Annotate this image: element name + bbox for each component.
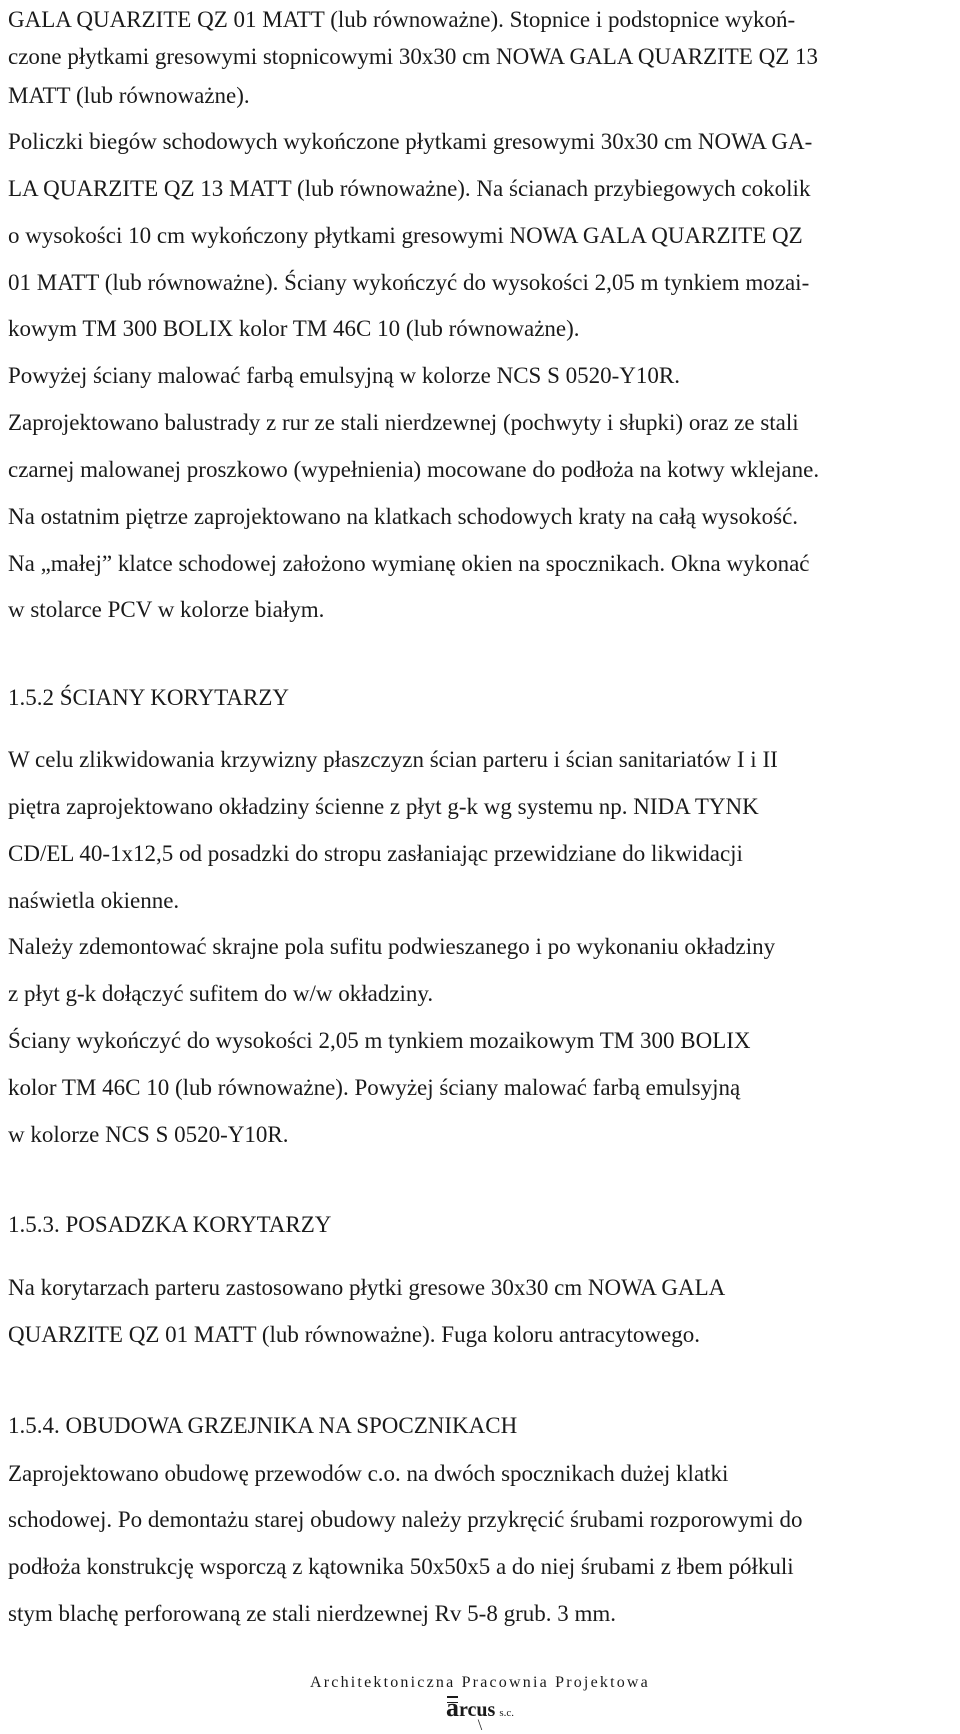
text-line: W celu zlikwidowania krzywizny płaszczyzn ścian parteru i ścian sanitariatów I i II bbox=[8, 747, 778, 772]
section-heading-1-5-3: 1.5.3. POSADZKA KORYTARZY bbox=[8, 1212, 332, 1237]
footer-mark: \ bbox=[477, 1717, 483, 1734]
text-line: o wysokości 10 cm wykończony płytkami gresowymi NOWA GALA QUARZITE QZ bbox=[8, 223, 803, 248]
text-line: czarnej malowanej proszkowo (wypełnienia) mocowane do podłoża na kotwy wklejane. bbox=[8, 457, 820, 482]
text-line: w kolorze NCS S 0520-Y10R. bbox=[8, 1122, 289, 1147]
text-line: GALA QUARZITE QZ 01 MATT (lub równoważne). Stopnice i podstopnice wykoń- bbox=[8, 7, 796, 32]
logo-suffix: s.c. bbox=[499, 1707, 514, 1719]
text-line: piętra zaprojektowano okładziny ścienne z płyt g-k wg systemu np. NIDA TYNK bbox=[8, 794, 759, 819]
text-line: LA QUARZITE QZ 13 MATT (lub równoważne). Na ścianach przybiegowych cokolik bbox=[8, 176, 811, 201]
text-line: 01 MATT (lub równoważne). Ściany wykończyć do wysokości 2,05 m tynkiem mozai- bbox=[8, 270, 810, 295]
text-line: Zaprojektowano obudowę przewodów c.o. na dwóch spocznikach dużej klatki bbox=[8, 1461, 729, 1486]
logo-wordmark: rcus bbox=[459, 1699, 496, 1721]
logo-letter-a: a bbox=[446, 1693, 459, 1722]
text-line: z płyt g-k dołączyć sufitem do w/w okładziny. bbox=[8, 981, 434, 1006]
text-line: naświetla okienne. bbox=[8, 888, 180, 913]
text-line: QUARZITE QZ 01 MATT (lub równoważne). Fuga koloru antracytowego. bbox=[8, 1322, 700, 1347]
text-line: Należy zdemontować skrajne pola sufitu podwieszanego i po wykonaniu okładziny bbox=[8, 934, 776, 959]
section-heading-1-5-4: 1.5.4. OBUDOWA GRZEJNIKA NA SPOCZNIKACH bbox=[8, 1413, 518, 1438]
footer-organization: Architektoniczna Pracownia Projektowa bbox=[310, 1674, 650, 1691]
text-line: Na ostatnim piętrze zaprojektowano na klatkach schodowych kraty na całą wysokość. bbox=[8, 504, 799, 529]
text-line: Policzki biegów schodowych wykończone płytkami gresowymi 30x30 cm NOWA GA- bbox=[8, 129, 813, 154]
text-line: kolor TM 46C 10 (lub równoważne). Powyżej ściany malować farbą emulsyjną bbox=[8, 1075, 741, 1100]
text-line: Powyżej ściany malować farbą emulsyjną w kolorze NCS S 0520-Y10R. bbox=[8, 363, 680, 388]
text-line: podłoża konstrukcję wsporczą z kątownika 50x50x5 a do niej śrubami z łbem półkuli bbox=[8, 1554, 794, 1579]
text-line: Na korytarzach parteru zastosowano płytki gresowe 30x30 cm NOWA GALA bbox=[8, 1275, 726, 1300]
text-line: w stolarce PCV w kolorze białym. bbox=[8, 597, 325, 622]
text-line: schodowej. Po demontażu starej obudowy należy przykręcić śrubami rozporowymi do bbox=[8, 1507, 803, 1532]
text-line: MATT (lub równoważne). bbox=[8, 83, 250, 108]
text-line: kowym TM 300 BOLIX kolor TM 46C 10 (lub równoważne). bbox=[8, 316, 580, 341]
text-line: czone płytkami gresowymi stopnicowymi 30x30 cm NOWA GALA QUARZITE QZ 13 bbox=[8, 44, 818, 69]
text-line: Ściany wykończyć do wysokości 2,05 m tynkiem mozaikowym TM 300 BOLIX bbox=[8, 1028, 751, 1053]
text-line: Zaprojektowano balustrady z rur ze stali nierdzewnej (pochwyty i słupki) oraz ze stali bbox=[8, 410, 799, 435]
text-line: stym blachę perforowaną ze stali nierdzewnej Rv 5-8 grub. 3 mm. bbox=[8, 1601, 617, 1626]
section-heading-1-5-2: 1.5.2 ŚCIANY KORYTARZY bbox=[8, 685, 289, 710]
text-line: CD/EL 40-1x12,5 od posadzki do stropu zasłaniając przewidziane do likwidacji bbox=[8, 841, 743, 866]
text-line: Na „małej” klatce schodowej założono wymianę okien na spocznikach. Okna wykonać bbox=[8, 551, 810, 576]
